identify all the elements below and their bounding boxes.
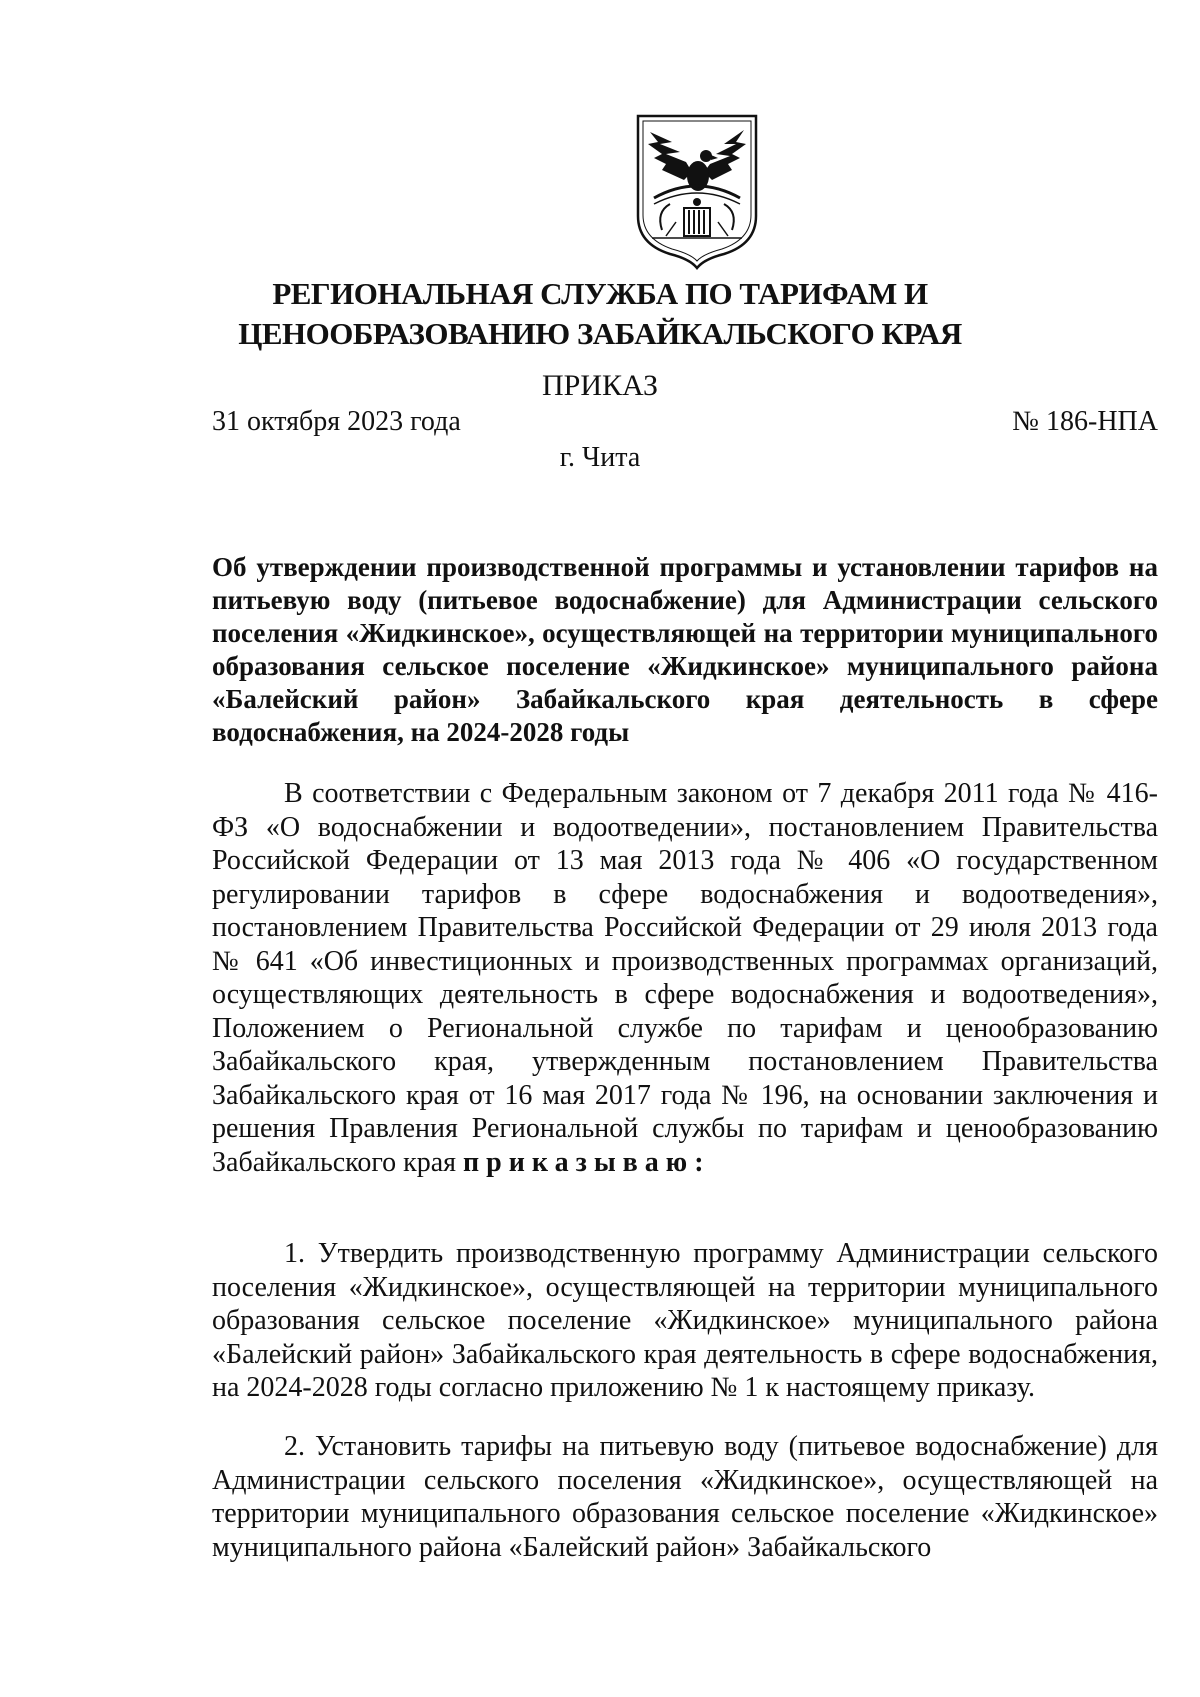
preamble-paragraph xyxy=(212,777,1158,1179)
coat-of-arms-icon xyxy=(632,112,762,270)
item-number: 2. xyxy=(284,1431,305,1462)
document-number: № 186-НПА xyxy=(1012,406,1158,437)
organization-name-line-1: РЕГИОНАЛЬНАЯ СЛУЖБА ПО ТАРИФАМ И xyxy=(272,276,928,311)
document-city: г. Чита xyxy=(559,442,641,473)
list-item xyxy=(212,1430,1158,1564)
item-text: Утвердить производственную программу Администрации сельского поселения «Жидкинское», осуществляющей на территории муниципального образования сельское поселение «Жидкинское» муниципального района «Балейский район» Забайкальского края деятельность в сфере водоснабжения, на 2024-2028 годы согласно приложению № 1 к настоящему приказу. xyxy=(212,1238,1159,1403)
document-date: 31 октября 2023 года xyxy=(212,406,461,437)
preamble-text: В соответствии с Федеральным законом от 7 декабря 2011 года № 416-ФЗ «О водоснабжении и водоотведении», постановлением Правительства Российской Федерации от 13 мая 2013 года № 406 «О государственном регулировании тарифов в сфере водоснабжения и водоотведения», постановлением Правительства Российской Федерации от 29 июля 2013 года № 641 «Об инвестиционных и производственных программах организаций, осуществляющих деятельность в сфере водоснабжения и водоотведения», Положением о Региональной службе по тарифам и ценообразованию Забайкальского края, утвержденным постановлением Правительства Забайкальского края от 16 мая 2017 года № 196, на основании заключения и решения Правления Региональной службы по тарифам и ценообразованию Забайкальского края xyxy=(212,778,1158,1178)
document-type: ПРИКАЗ xyxy=(542,369,658,402)
list-item xyxy=(212,1237,1158,1405)
decree-word: приказываю: xyxy=(463,1146,711,1178)
item-text: Установить тарифы на питьевую воду (питьевое водоснабжение) для Администрации сельского поселения «Жидкинское», осуществляющей на территории муниципального образования сельское поселение «Жидкинское» муниципального района «Балейский район» Забайкальского xyxy=(212,1431,1158,1563)
organization-name-line-2: ЦЕНООБРАЗОВАНИЮ ЗАБАЙКАЛЬСКОГО КРАЯ xyxy=(238,316,962,351)
item-number: 1. xyxy=(284,1238,305,1269)
document-title: Об утверждении производственной программы и установлении тарифов на питьевую воду (питьевое водоснабжение) для Администрации сельского поселения «Жидкинское», осуществляющей на территории муниципального образования сельское поселение «Жидкинское» муниципального района «Балейский район» Забайкальского края деятельность в сфере водоснабжения, на 2024-2028 годы xyxy=(212,552,1158,747)
